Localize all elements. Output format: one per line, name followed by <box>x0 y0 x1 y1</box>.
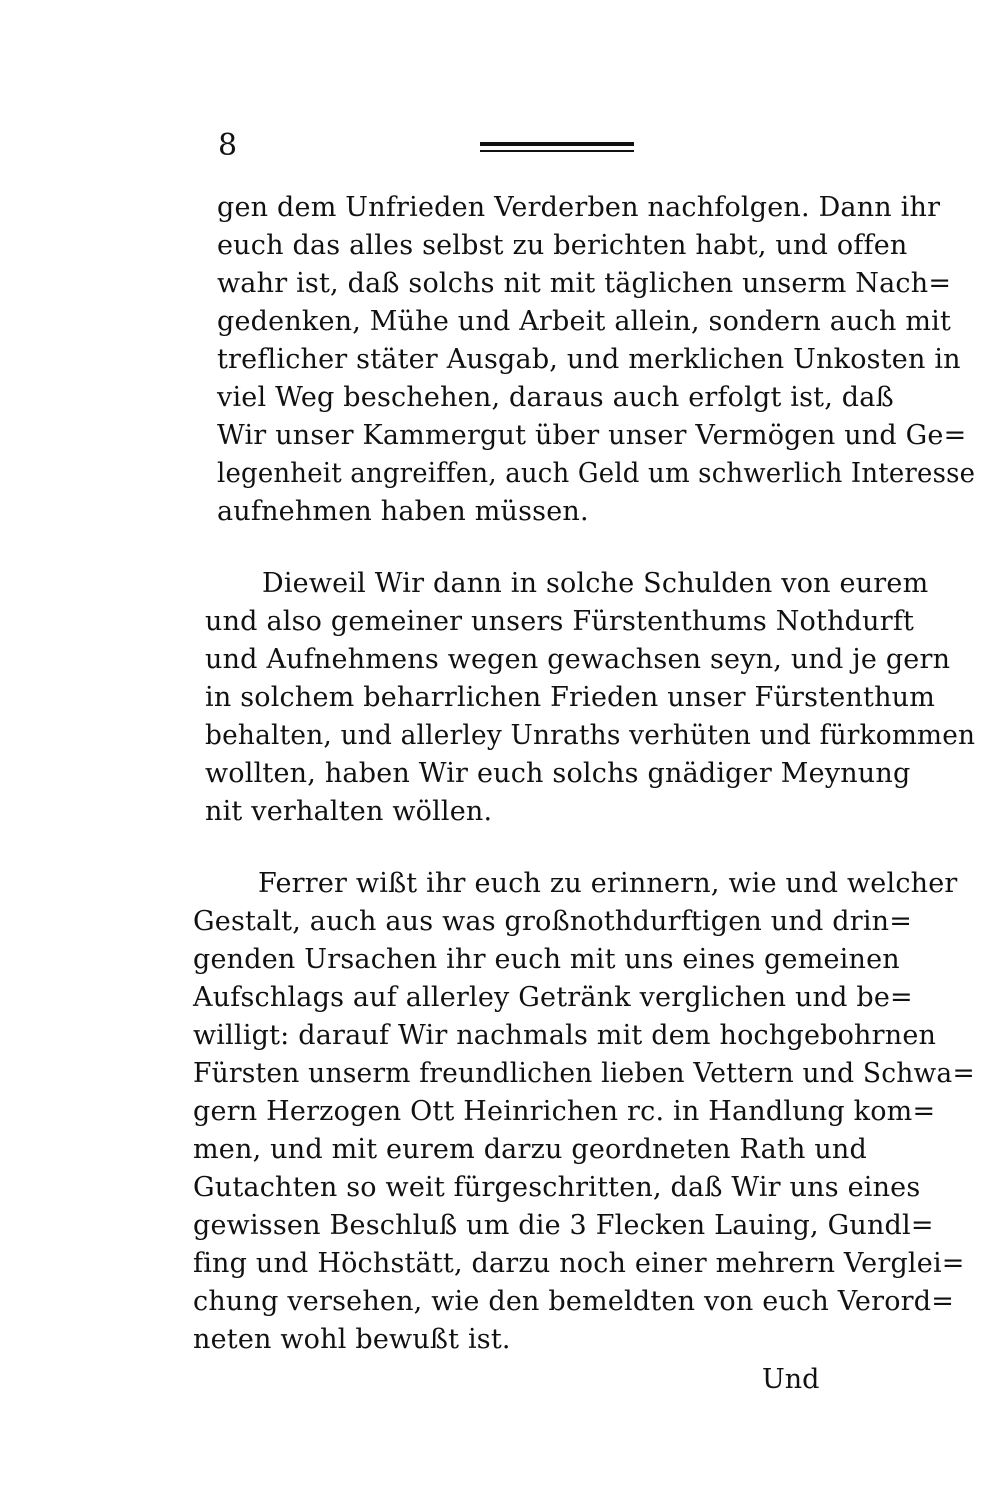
text-line: treflicher stäter Ausgab, und merklichen Unkosten in <box>217 344 961 375</box>
text-line: gedenken, Mühe und Arbeit allein, sondern auch mit <box>217 306 952 337</box>
text-line: neten wohl bewußt ist. <box>193 1324 511 1355</box>
header-rule-thick <box>480 142 634 146</box>
text-line: Fürsten unserm freundlichen lieben Vettern und Schwa= <box>193 1058 975 1089</box>
text-line: Gestalt, auch aus was großnothdurftigen und drin= <box>193 906 913 937</box>
header-rule <box>480 142 634 154</box>
text-line: Ferrer wißt ihr euch zu erinnern, wie und welcher <box>258 868 958 899</box>
text-line: wollten, haben Wir euch solchs gnädiger Meynung <box>205 758 911 789</box>
text-line: willigt: darauf Wir nachmals mit dem hochgebohrnen <box>193 1020 937 1051</box>
header-rule-thin <box>480 150 634 152</box>
text-line: nit verhalten wöllen. <box>205 796 493 827</box>
text-line: fing und Höchstätt, darzu noch einer mehrern Verglei= <box>193 1248 965 1279</box>
text-line: behalten, und allerley Unraths verhüten und fürkommen <box>205 720 976 751</box>
catchword: Und <box>762 1364 820 1395</box>
page-number: 8 <box>218 128 238 163</box>
text-line: gen dem Unfrieden Verderben nachfolgen. Dann ihr <box>217 192 941 223</box>
text-line: in solchem beharrlichen Frieden unser Fürstenthum <box>205 682 936 713</box>
text-line: viel Weg beschehen, daraus auch erfolgt ist, daß <box>217 382 894 413</box>
text-line: euch das alles selbst zu berichten habt, und offen <box>217 230 908 261</box>
text-line: Aufschlags auf allerley Getränk verglichen und be= <box>193 982 913 1013</box>
text-line: Wir unser Kammergut über unser Vermögen und Ge= <box>217 420 967 451</box>
text-line: genden Ursachen ihr euch mit uns eines gemeinen <box>193 944 900 975</box>
text-line: gern Herzogen Ott Heinrichen rc. in Handlung kom= <box>193 1096 936 1127</box>
text-line: Dieweil Wir dann in solche Schulden von eurem <box>262 568 929 599</box>
text-line: und Aufnehmens wegen gewachsen seyn, und je gern <box>205 644 951 675</box>
text-line: legenheit angreiffen, auch Geld um schwerlich Interesse <box>217 458 976 489</box>
text-line: men, und mit eurem darzu geordneten Rath und <box>193 1134 867 1165</box>
text-line: Gutachten so weit fürgeschritten, daß Wir uns eines <box>193 1172 921 1203</box>
text-line: aufnehmen haben müssen. <box>217 496 589 527</box>
text-line: und also gemeiner unsers Fürstenthums Nothdurft <box>205 606 915 637</box>
text-line: gewissen Beschluß um die 3 Flecken Lauing, Gundl= <box>193 1210 934 1241</box>
text-line: chung versehen, wie den bemeldten von euch Verord= <box>193 1286 955 1317</box>
text-line: wahr ist, daß solchs nit mit täglichen unserm Nach= <box>217 268 952 299</box>
